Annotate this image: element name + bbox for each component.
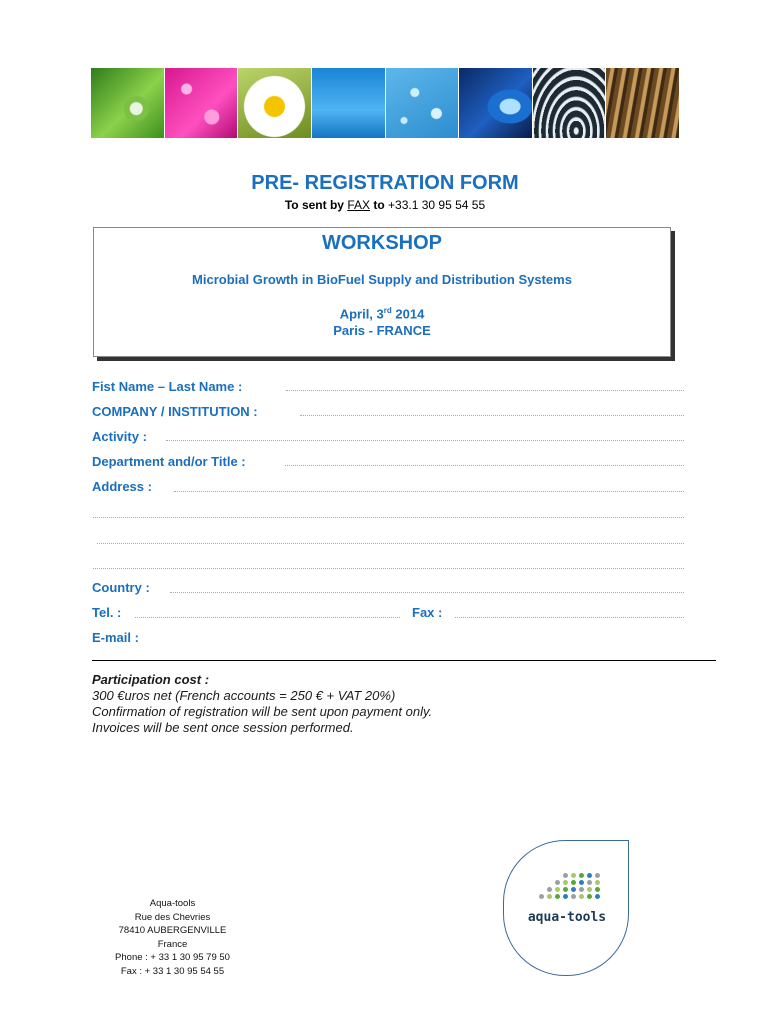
company-label: COMPANY / INSTITUTION : — [92, 404, 258, 419]
logo-dot — [547, 894, 552, 899]
header-photo-banner — [91, 68, 679, 138]
company-field[interactable] — [300, 415, 684, 416]
address-street: Rue des Chevries — [134, 911, 211, 923]
logo-dot — [595, 873, 600, 878]
cost-price: 300 €uros net (French accounts = 250 € + VAT 20%) — [92, 688, 396, 703]
fax-word: FAX — [347, 198, 371, 212]
workshop-heading: WORKSHOP — [322, 232, 442, 254]
logo-dot — [595, 887, 600, 892]
logo-dot — [595, 894, 600, 899]
aqua-tools-logo — [503, 840, 631, 978]
date-year: 2014 — [391, 306, 425, 322]
fax-field[interactable] — [455, 617, 684, 618]
logo-dot — [555, 894, 560, 899]
logo-dot — [539, 894, 544, 899]
logo-dot — [547, 887, 552, 892]
logo-dot — [579, 887, 584, 892]
leaf-drop-photo — [91, 68, 164, 138]
fax-instruction — [0, 198, 770, 212]
water-droplets-photo — [386, 68, 459, 138]
name-field[interactable] — [286, 390, 684, 391]
logo-dot — [555, 880, 560, 885]
tel-field[interactable] — [135, 617, 400, 618]
pink-drops-photo — [165, 68, 238, 138]
logo-dot — [563, 880, 568, 885]
department-field[interactable] — [285, 465, 684, 466]
cost-confirmation: Confirmation of registration will be sent upon payment only. — [92, 704, 433, 719]
activity-label: Activity : — [92, 429, 147, 444]
workshop-topic: Microbial Growth in BioFuel Supply and Distribution Systems — [192, 272, 572, 287]
activity-field[interactable] — [166, 440, 684, 441]
address-label: Address : — [92, 479, 152, 494]
address-country: France — [157, 938, 188, 950]
logo-dot — [555, 887, 560, 892]
address-field-1[interactable] — [174, 491, 684, 492]
logo-dot — [579, 894, 584, 899]
logo-dot — [571, 880, 576, 885]
fax-to: to — [373, 198, 385, 212]
logo-dot — [587, 894, 592, 899]
department-label: Department and/or Title : — [92, 454, 246, 469]
logo-dot — [563, 894, 568, 899]
country-field[interactable] — [170, 592, 684, 593]
logo-dot — [571, 894, 576, 899]
address-phone: Phone : + 33 1 30 95 79 50 — [115, 952, 230, 963]
date-prefix: April, 3 — [339, 306, 384, 322]
wood-photo — [606, 68, 679, 138]
participation-cost — [92, 672, 692, 736]
daisy-photo — [238, 68, 311, 138]
logo-dot — [571, 887, 576, 892]
ripples-photo — [533, 68, 606, 138]
country-label: Country : — [92, 580, 150, 595]
address-city: 78410 AUBERGENVILLE — [118, 925, 227, 936]
name-label: Fist Name – Last Name : — [92, 379, 243, 394]
workshop-date — [94, 306, 670, 321]
cost-invoices: Invoices will be sent once session performed. — [92, 720, 354, 735]
company-address — [95, 897, 250, 978]
logo-dot — [595, 880, 600, 885]
tel-label: Tel. : — [92, 605, 122, 620]
logo-dot — [563, 873, 568, 878]
logo-dot — [587, 880, 592, 885]
fax-label: Fax : — [412, 605, 443, 620]
fax-number: +33.1 30 95 54 55 — [388, 198, 486, 212]
logo-dot — [571, 873, 576, 878]
date-suffix: rd — [383, 306, 392, 315]
email-label: E-mail : — [92, 630, 139, 645]
blue-water-photo — [312, 68, 385, 138]
logo-dot — [587, 887, 592, 892]
logo-text: aqua-tools — [527, 910, 607, 925]
address-field-4[interactable] — [93, 568, 684, 569]
page-title: PRE- REGISTRATION FORM — [251, 172, 519, 194]
address-fax: Fax : + 33 1 30 95 54 55 — [120, 965, 225, 977]
address-company: Aqua-tools — [149, 898, 196, 909]
address-field-2[interactable] — [93, 517, 684, 518]
workshop-box — [93, 227, 671, 357]
logo-dot — [579, 880, 584, 885]
logo-dot — [579, 873, 584, 878]
workshop-location: Paris - FRANCE — [333, 323, 431, 338]
fax-prefix: To sent by — [284, 198, 344, 212]
logo-dot — [587, 873, 592, 878]
address-field-3[interactable] — [97, 543, 684, 544]
blue-wave-photo — [459, 68, 532, 138]
logo-drop-shape — [503, 840, 629, 976]
separator-line — [92, 660, 716, 661]
logo-dot — [563, 887, 568, 892]
cost-heading: Participation cost : — [92, 672, 210, 687]
